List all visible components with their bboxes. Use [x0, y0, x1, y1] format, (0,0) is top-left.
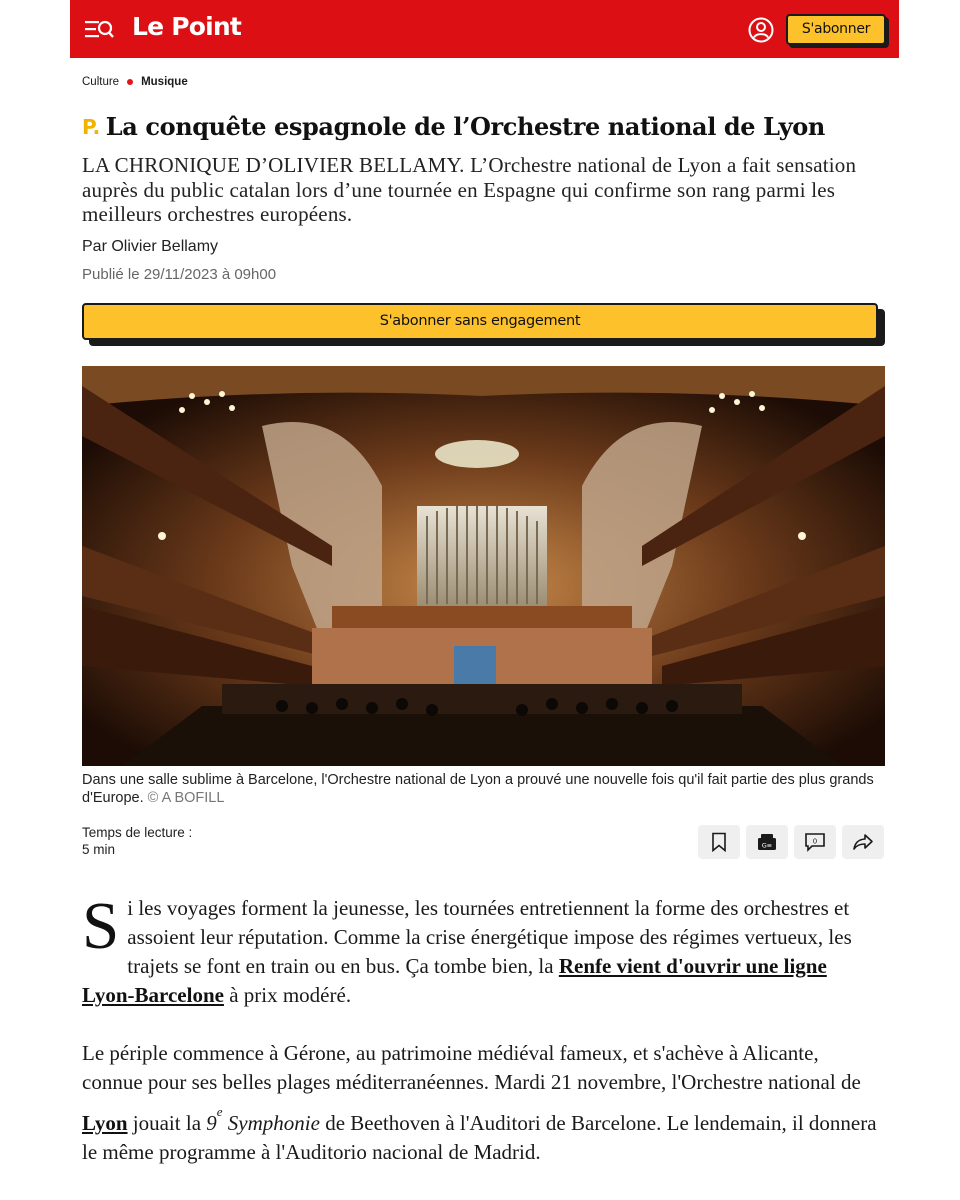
share-icon[interactable]	[842, 825, 884, 859]
symphony-number: 9	[206, 1111, 217, 1135]
site-header	[70, 0, 899, 58]
article-title-text: La conquête espagnole de l’Orchestre national de Lyon	[105, 112, 825, 141]
google-news-icon[interactable]	[746, 825, 788, 859]
lyon-link[interactable]: Lyon	[82, 1111, 128, 1135]
dropcap: S	[82, 889, 120, 963]
subscribe-button[interactable]: S'abonner	[786, 14, 886, 45]
breadcrumb-musique[interactable]: Musique	[141, 76, 188, 88]
reading-time	[82, 824, 192, 858]
site-logo[interactable]: Le Point	[132, 12, 242, 41]
reading-time-label: Temps de lecture :	[82, 825, 193, 840]
svg-text:0: 0	[812, 837, 818, 846]
symphony-title	[206, 1104, 320, 1135]
p2-text-c: de Beethoven à l'Auditori de Barcelone. Le lendemain, il donnera le même programme à l'Auditorio nacional de Madrid.	[82, 1111, 877, 1164]
paragraph-1	[82, 889, 882, 1010]
premium-badge: P.	[82, 114, 100, 139]
photo-credit: © A BOFILL	[147, 790, 225, 806]
breadcrumb-separator	[127, 79, 133, 85]
p1-text-b: à prix modéré.	[223, 983, 352, 1007]
symphony-word: Symphonie	[222, 1111, 320, 1135]
breadcrumb-culture[interactable]: Culture	[82, 76, 120, 88]
article-body	[82, 889, 882, 1196]
article-lead: LA CHRONIQUE D’OLIVIER BELLAMY. L’Orchestre national de Lyon a fait sensation auprès du public catalan lors d’une tournée en Espagne qui confirme son rang parmi les meilleurs orchestres européens.	[82, 153, 857, 226]
comment-icon[interactable]	[794, 825, 836, 859]
renfe-link[interactable]: Renfe vient d'ouvrir une ligne Lyon-Barcelone	[82, 954, 827, 1007]
symphony-ordinal: e	[216, 1104, 223, 1119]
p1-text-a: i les voyages forment la jeunesse, les tournées entretiennent la forme des orchestres et assoient leur réputation. Comme la crise énergétique impose des régimes vertueux, les trajets se font en train ou en bus. Ça tombe bien, la	[127, 896, 852, 978]
p2-text-b: jouait la	[127, 1111, 207, 1135]
article-toolbar	[698, 825, 884, 859]
paragraph-2	[82, 1039, 882, 1167]
account-icon[interactable]	[748, 17, 774, 43]
article-title	[82, 112, 882, 141]
article-date: Publié le 29/11/2023 à 09h00	[82, 266, 277, 283]
reading-time-value: 5 min	[82, 842, 116, 857]
breadcrumb	[82, 76, 188, 88]
article-hero-image	[82, 366, 885, 766]
menu-search-icon[interactable]	[84, 16, 116, 44]
bookmark-icon[interactable]	[698, 825, 740, 859]
subscribe-no-commitment-button[interactable]: S'abonner sans engagement	[82, 303, 878, 340]
p2-text-a: Le périple commence à Gérone, au patrimoine médiéval fameux, et s'achève à Alicante, connue pour ses belles plages méditerranéennes. Mardi 21 novembre, l'Orchestre national de	[82, 1041, 861, 1094]
caption-text: Dans une salle sublime à Barcelone, l'Orchestre national de Lyon a prouvé une nouvelle fois qu'il fait partie des plus grands d'Europe.	[82, 772, 874, 806]
article-author[interactable]: Par Olivier Bellamy	[82, 238, 219, 255]
image-caption	[82, 771, 885, 807]
svg-text:G≡: G≡	[761, 841, 773, 850]
